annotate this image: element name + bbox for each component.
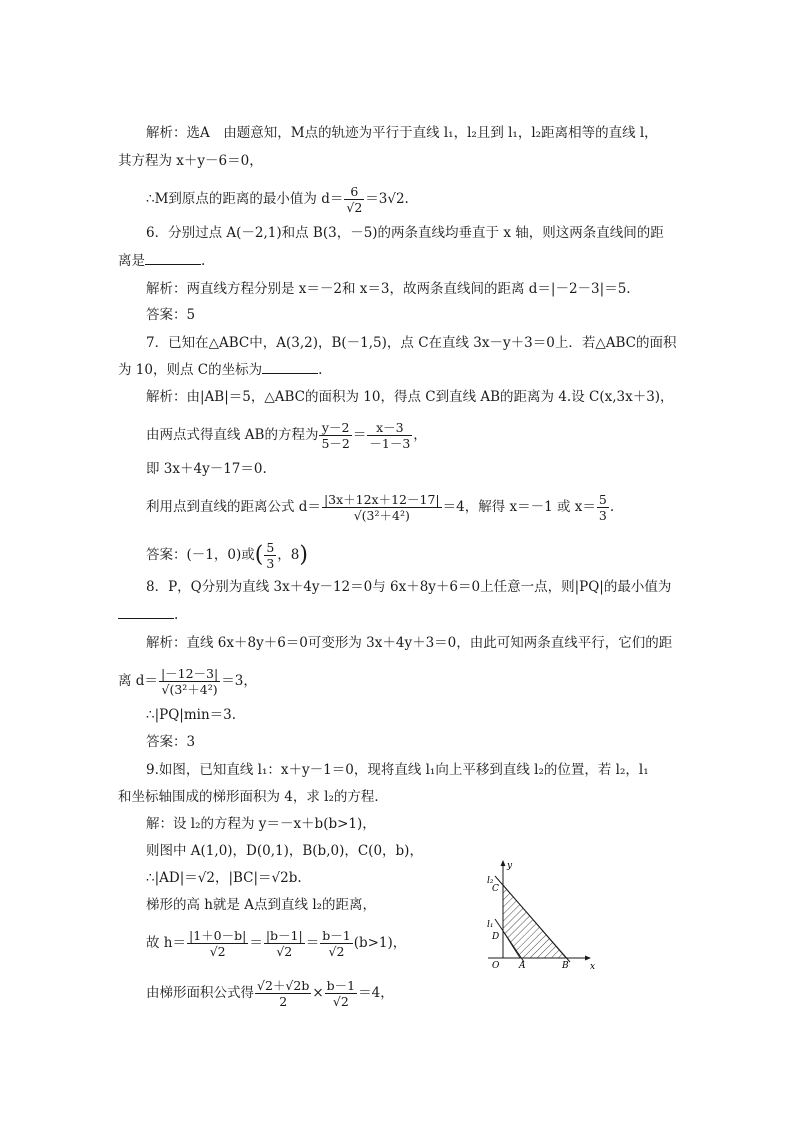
fraction	[264, 540, 276, 571]
question-6-line-1: 6．分别过点 A(－2,1)和点 B(3，－5)的两条直线均垂直于 x 轴，则这两条直线间的距	[146, 225, 664, 241]
numerator: |3x＋12x＋12－17|	[323, 492, 440, 507]
label-l2: l₂	[487, 876, 494, 886]
fraction	[159, 666, 220, 697]
trapezoid-figure	[470, 855, 600, 975]
solution-9-text: 由梯形面积公式得	[146, 985, 254, 1001]
answer-7: 答案：(－1，0)或( $\frac{5}{3}$ ，8)	[146, 540, 308, 571]
solution-7-line-2	[146, 420, 427, 451]
question-8-line-1: 8．P，Q分别为直线 3x＋4y－12＝0与 6x＋8y＋6＝0上任意一点，则|PQ|的最小值为	[146, 579, 672, 595]
solution-8-line-2	[118, 666, 257, 697]
solution-9-line-4: 梯形的高 h就是 A点到直线 l₂的距离，	[146, 897, 377, 913]
denominator: 3	[266, 556, 275, 571]
solution-9-line-6	[146, 978, 394, 1009]
solution-7-line-1: 解析：由|AB|＝5，△ABC的面积为 10，得点 C到直线 AB的距离为 4.设 C(x,3x＋3)，	[146, 389, 674, 405]
fraction	[344, 184, 364, 215]
solution-9-text: ＝4，	[358, 985, 394, 1001]
solution-5-line-3	[146, 184, 409, 215]
y-axis-arrow	[501, 860, 506, 866]
question-6-text: 离是	[118, 253, 145, 269]
solution-5-line-2: 其方程为 x＋y－6＝0，	[118, 153, 263, 169]
solution-5-text: ∴M到原点的距离的最小值为 d＝	[146, 191, 344, 207]
label-o: O	[492, 961, 500, 971]
answer-blank	[262, 361, 318, 374]
label-d: D	[492, 932, 500, 942]
denominator: 2	[279, 994, 288, 1009]
denominator: √2	[332, 994, 349, 1009]
answer-blank	[145, 252, 201, 265]
denominator: √2	[328, 944, 345, 959]
solution-7-text: 利用点到直线的距离公式 d＝	[146, 499, 321, 515]
equals: ＝	[352, 427, 367, 443]
equals: ＝	[249, 935, 263, 951]
label-b: B	[562, 961, 569, 971]
answer-8: 答案：3	[146, 734, 196, 750]
denominator: 5－2	[321, 436, 350, 451]
fraction	[187, 928, 248, 959]
numerator: 5	[266, 540, 275, 555]
label-c: C	[492, 884, 499, 894]
answer-7-text: 答案：(－1，0)或	[146, 547, 255, 563]
fraction	[597, 492, 609, 523]
label-l1: l₁	[487, 920, 494, 930]
label-a: A	[519, 961, 526, 971]
numerator: √2＋√2b	[257, 978, 310, 993]
answer-blank	[118, 606, 174, 619]
question-8-line-2: .	[118, 606, 178, 624]
solution-8-line-1: 解析：直线 6x＋8y＋6＝0可变形为 3x＋4y＋3＝0，由此可知两条直线平行，它们的距	[146, 635, 673, 651]
numerator: b－1	[326, 978, 356, 993]
period: .	[609, 499, 615, 515]
times: ×	[312, 985, 324, 1001]
question-9-line-1: 9.如图，已知直线 l₁：x＋y－1＝0，现将直线 l₁向上平移到直线 l₂的位置，若 l₂，l₁	[146, 762, 649, 778]
fraction	[320, 928, 352, 959]
fraction	[367, 420, 412, 451]
comma: ，	[413, 427, 427, 443]
fraction	[319, 420, 351, 451]
denominator: √(3²＋4²)	[353, 508, 410, 523]
fraction	[255, 978, 311, 1009]
numerator: 6	[344, 184, 364, 200]
question-7-line-1: 7．已知在△ABC中，A(3,2)，B(－1,5)，点 C在直线 3x－y＋3＝0上．若△ABC的面积	[146, 335, 677, 351]
solution-5-result: ＝3√2.	[365, 191, 409, 207]
denominator: √2	[276, 944, 293, 959]
numerator: y－2	[319, 420, 351, 436]
fraction	[325, 978, 357, 1009]
label-y: y	[507, 861, 513, 871]
solution-8-text: 离 d＝	[118, 673, 158, 689]
fraction	[264, 928, 305, 959]
solution-9-text: 故 h＝	[146, 935, 186, 951]
numerator: |1＋0－b|	[189, 928, 247, 943]
solution-5-line-1: 解析：选A 由题意知，M点的轨迹为平行于直线 l₁，l₂且到 l₁，l₂距离相等的直线 l，	[146, 125, 658, 141]
question-7-line-2: 为 10，则点 C的坐标为 .	[118, 362, 323, 378]
solution-7-text: ＝4，解得 x＝－1 或 x＝	[442, 499, 596, 515]
denominator: 3	[598, 508, 607, 523]
numerator: |－12－3|	[160, 666, 219, 681]
numerator: x－3	[367, 420, 412, 436]
label-x: x	[590, 962, 596, 972]
solution-9-line-3: ∴|AD|＝√2，|BC|＝√2b.	[146, 870, 302, 886]
question-6-line-2: 离是 .	[118, 253, 206, 269]
denominator: √(3²＋4²)	[161, 682, 218, 697]
solution-8-text: ＝3，	[221, 673, 257, 689]
answer-6: 答案：5	[146, 307, 196, 323]
equals: ＝	[305, 935, 320, 951]
numerator: b－1	[322, 928, 351, 943]
solution-9-line-2: 则图中 A(1,0)，D(0,1)，B(b,0)，C(0，b)，	[146, 843, 423, 859]
denominator: －1－3	[369, 436, 411, 451]
solution-7-line-3: 即 3x＋4y－17＝0.	[146, 461, 267, 477]
denominator: √2	[346, 200, 363, 215]
solution-7-line-4	[146, 492, 614, 523]
x-axis-arrow	[585, 956, 591, 961]
solution-9-line-1: 解：设 l₂的方程为 y＝－x＋b(b>1)，	[146, 816, 376, 832]
solution-8-line-3: ∴|PQ|min＝3.	[146, 707, 237, 723]
fraction	[322, 492, 442, 523]
numerator: |b－1|	[265, 928, 303, 943]
numerator: 5	[598, 492, 607, 507]
solution-9-line-5	[146, 928, 406, 959]
solution-7-text: 由两点式得直线 AB的方程为	[146, 427, 319, 443]
question-9-line-2: 和坐标轴围成的梯形面积为 4，求 l₂的方程．	[118, 789, 388, 805]
question-7-text: 为 10，则点 C的坐标为	[118, 362, 263, 378]
solution-9-text: (b>1)，	[353, 935, 407, 951]
answer-7-text: ，8	[277, 547, 300, 563]
solution-6-line-1: 解析：两直线方程分别是 x＝－2和 x＝3，故两条直线间的距离 d＝|－2－3|＝5.	[146, 281, 631, 297]
denominator: √2	[209, 944, 226, 959]
